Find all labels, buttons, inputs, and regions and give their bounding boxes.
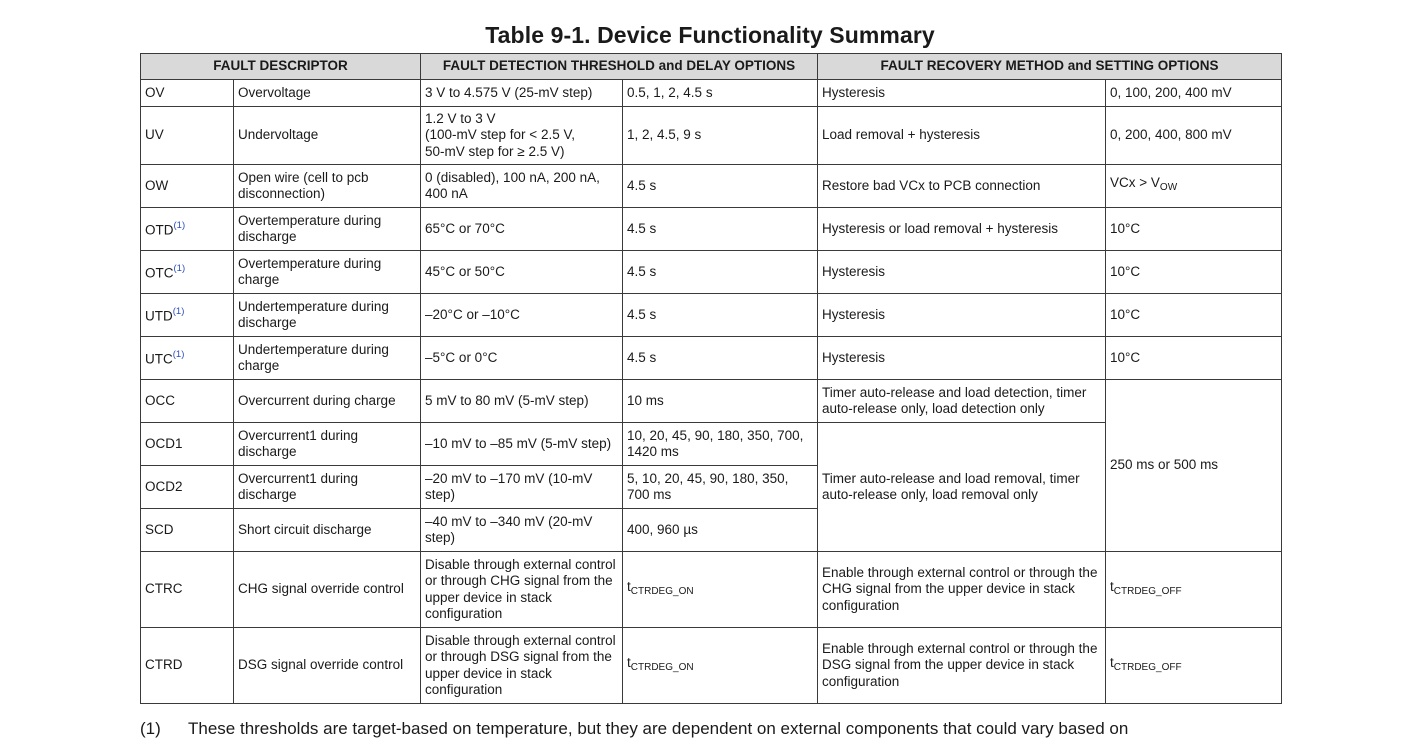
detection-delay: 10, 20, 45, 90, 180, 350, 700, 1420 ms xyxy=(623,423,818,466)
table-row xyxy=(141,552,1282,628)
table-row xyxy=(141,208,1282,251)
fault-code-text: UTC xyxy=(145,351,173,367)
detection-delay: 4.5 s xyxy=(623,165,818,208)
detection-threshold: –10 mV to –85 mV (5-mV step) xyxy=(421,423,623,466)
setting-subscript: CTRDEG_OFF xyxy=(1113,585,1182,597)
fault-code: SCD xyxy=(141,509,234,552)
table-row xyxy=(141,628,1282,704)
setting-text: VCx > V xyxy=(1110,175,1160,191)
table-row xyxy=(141,165,1282,208)
threshold-line: 50-mV step for ≥ 2.5 V) xyxy=(425,143,565,159)
table-row xyxy=(141,294,1282,337)
fault-code-text: OTC xyxy=(145,265,174,281)
table-row xyxy=(141,107,1282,165)
recovery-method: Load removal + hysteresis xyxy=(818,107,1106,165)
delay-symbol: t xyxy=(627,654,631,670)
recovery-method: Hysteresis xyxy=(818,294,1106,337)
detection-delay: 4.5 s xyxy=(623,337,818,380)
footnote-text: These thresholds are target-based on temperature, but they are dependent on external components that could vary based on xyxy=(188,719,1129,738)
fault-description: Overcurrent1 during discharge xyxy=(234,466,421,509)
footnote xyxy=(140,719,1128,739)
header-detection: FAULT DETECTION THRESHOLD and DELAY OPTIONS xyxy=(421,54,818,80)
detection-delay xyxy=(623,552,818,628)
recovery-setting xyxy=(1106,552,1282,628)
table-row xyxy=(141,337,1282,380)
footnote-ref[interactable]: (1) xyxy=(173,220,186,231)
fault-code: OCD1 xyxy=(141,423,234,466)
header-fault-descriptor: FAULT DESCRIPTOR xyxy=(141,54,421,80)
detection-threshold: 45°C or 50°C xyxy=(421,251,623,294)
table-row xyxy=(141,380,1282,423)
detection-delay: 400, 960 µs xyxy=(623,509,818,552)
detection-threshold: 5 mV to 80 mV (5-mV step) xyxy=(421,380,623,423)
detection-delay: 10 ms xyxy=(623,380,818,423)
recovery-method: Enable through external control or through the DSG signal from the upper device in stack configuration xyxy=(818,628,1106,704)
delay-symbol: t xyxy=(627,578,631,594)
recovery-method: Hysteresis xyxy=(818,337,1106,380)
detection-delay: 4.5 s xyxy=(623,251,818,294)
fault-code xyxy=(141,251,234,294)
recovery-setting-shared: 250 ms or 500 ms xyxy=(1106,380,1282,552)
fault-code: OCD2 xyxy=(141,466,234,509)
fault-description: DSG signal override control xyxy=(234,628,421,704)
detection-delay: 1, 2, 4.5, 9 s xyxy=(623,107,818,165)
detection-delay: 4.5 s xyxy=(623,208,818,251)
detection-threshold: –20 mV to –170 mV (10-mV step) xyxy=(421,466,623,509)
fault-code: OCC xyxy=(141,380,234,423)
recovery-setting: 10°C xyxy=(1106,208,1282,251)
fault-description: Short circuit discharge xyxy=(234,509,421,552)
fault-description: CHG signal override control xyxy=(234,552,421,628)
detection-threshold: Disable through external control or through DSG signal from the upper device in stack configuration xyxy=(421,628,623,704)
recovery-method: Enable through external control or through the CHG signal from the upper device in stack configuration xyxy=(818,552,1106,628)
threshold-line: 1.2 V to 3 V xyxy=(425,110,496,126)
recovery-setting xyxy=(1106,628,1282,704)
header-row xyxy=(141,54,1282,80)
detection-delay: 4.5 s xyxy=(623,294,818,337)
setting-symbol: t xyxy=(1110,578,1114,594)
detection-threshold xyxy=(421,107,623,165)
recovery-method: Timer auto-release and load detection, timer auto-release only, load detection only xyxy=(818,380,1106,423)
detection-delay: 0.5, 1, 2, 4.5 s xyxy=(623,80,818,107)
delay-subscript: CTRDEG_ON xyxy=(630,585,694,597)
setting-symbol: t xyxy=(1110,654,1114,670)
device-functionality-table xyxy=(140,53,1282,704)
fault-code-text: UTD xyxy=(145,308,173,324)
recovery-setting: 10°C xyxy=(1106,337,1282,380)
fault-description: Undertemperature during discharge xyxy=(234,294,421,337)
detection-delay: 5, 10, 20, 45, 90, 180, 350, 700 ms xyxy=(623,466,818,509)
recovery-method: Hysteresis xyxy=(818,80,1106,107)
detection-threshold: Disable through external control or through CHG signal from the upper device in stack configuration xyxy=(421,552,623,628)
recovery-method: Hysteresis or load removal + hysteresis xyxy=(818,208,1106,251)
detection-threshold: 65°C or 70°C xyxy=(421,208,623,251)
setting-subscript: OW xyxy=(1159,182,1178,194)
fault-code: UV xyxy=(141,107,234,165)
fault-code: OV xyxy=(141,80,234,107)
detection-threshold: 0 (disabled), 100 nA, 200 nA, 400 nA xyxy=(421,165,623,208)
detection-delay xyxy=(623,628,818,704)
fault-code: CTRC xyxy=(141,552,234,628)
fault-code xyxy=(141,208,234,251)
recovery-method: Restore bad VCx to PCB connection xyxy=(818,165,1106,208)
recovery-setting: 0, 200, 400, 800 mV xyxy=(1106,107,1282,165)
fault-description: Overcurrent1 during discharge xyxy=(234,423,421,466)
footnote-ref[interactable]: (1) xyxy=(172,306,185,317)
recovery-setting xyxy=(1106,165,1282,208)
fault-code xyxy=(141,294,234,337)
fault-code: OW xyxy=(141,165,234,208)
fault-description: Undervoltage xyxy=(234,107,421,165)
table-title: Table 9-1. Device Functionality Summary xyxy=(485,22,935,48)
recovery-setting: 10°C xyxy=(1106,251,1282,294)
recovery-method: Hysteresis xyxy=(818,251,1106,294)
recovery-method-shared: Timer auto-release and load removal, timer auto-release only, load removal only xyxy=(818,423,1106,552)
footnote-ref[interactable]: (1) xyxy=(173,263,186,274)
fault-description: Undertemperature during charge xyxy=(234,337,421,380)
fault-description: Overtemperature during discharge xyxy=(234,208,421,251)
fault-code-text: OTD xyxy=(145,222,174,238)
fault-description: Overvoltage xyxy=(234,80,421,107)
recovery-setting: 0, 100, 200, 400 mV xyxy=(1106,80,1282,107)
footnote-ref[interactable]: (1) xyxy=(172,349,185,360)
detection-threshold: –20°C or –10°C xyxy=(421,294,623,337)
threshold-line: (100-mV step for < 2.5 V, xyxy=(425,127,575,143)
table-row xyxy=(141,80,1282,107)
fault-description: Overtemperature during charge xyxy=(234,251,421,294)
fault-code xyxy=(141,337,234,380)
fault-description: Overcurrent during charge xyxy=(234,380,421,423)
fault-description: Open wire (cell to pcb disconnection) xyxy=(234,165,421,208)
detection-threshold: –5°C or 0°C xyxy=(421,337,623,380)
header-recovery: FAULT RECOVERY METHOD and SETTING OPTIONS xyxy=(818,54,1282,80)
table-row xyxy=(141,251,1282,294)
detection-threshold: –40 mV to –340 mV (20-mV step) xyxy=(421,509,623,552)
recovery-setting: 10°C xyxy=(1106,294,1282,337)
footnote-number: (1) xyxy=(140,719,161,738)
delay-subscript: CTRDEG_ON xyxy=(630,661,694,673)
fault-code: CTRD xyxy=(141,628,234,704)
detection-threshold: 3 V to 4.575 V (25-mV step) xyxy=(421,80,623,107)
setting-subscript: CTRDEG_OFF xyxy=(1113,661,1182,673)
